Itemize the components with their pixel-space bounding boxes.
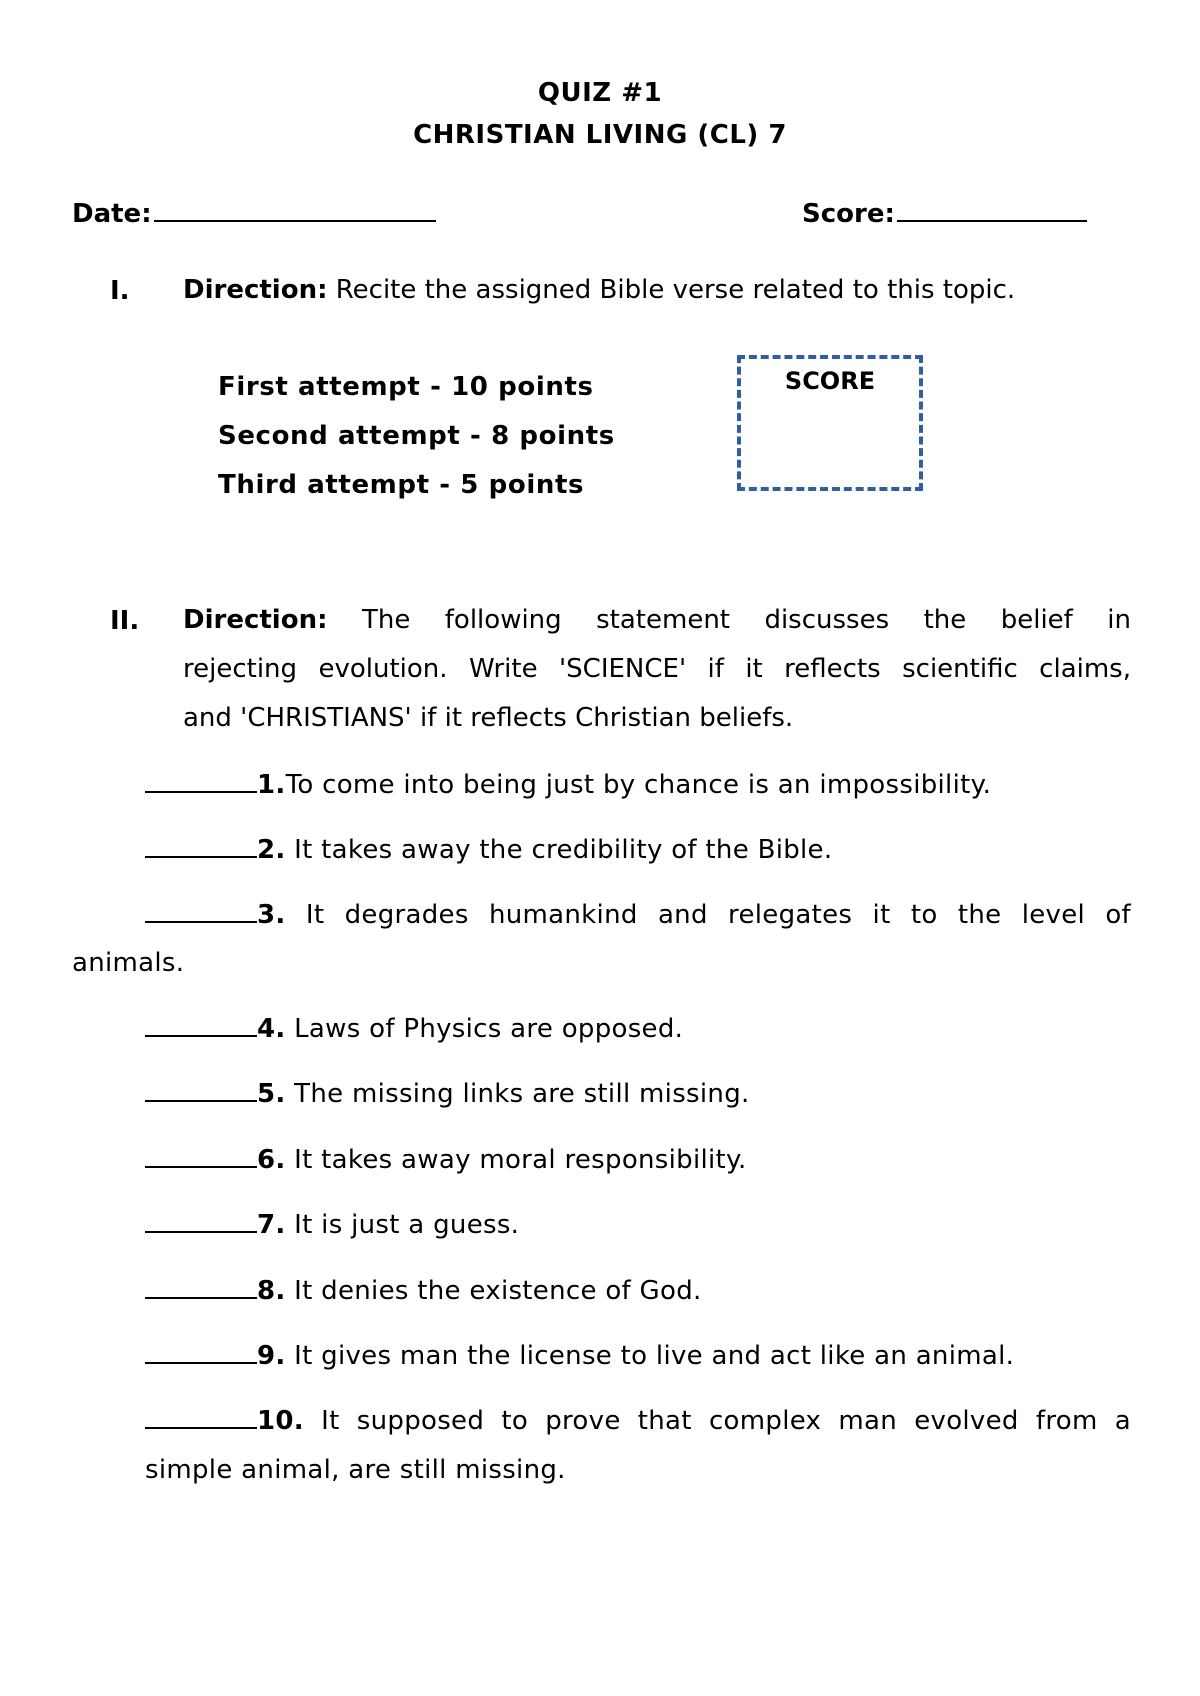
list-item (145, 1078, 750, 1109)
item-text: It takes away moral responsibility. (285, 1145, 747, 1175)
part2-direction-line1 (183, 595, 1131, 645)
answer-blank[interactable] (145, 834, 257, 858)
part1-numeral: I. (110, 276, 130, 306)
item-number: 2. (257, 835, 286, 865)
list-item (145, 834, 832, 865)
item-number: 7. (257, 1210, 286, 1240)
part2-direction-line2: rejecting evolution. Write 'SCIENCE' if it reflects scientific claims, (183, 654, 1131, 684)
item-continuation: simple animal, are still missing. (145, 1455, 566, 1485)
item-text: To come into being just by chance is an impossibility. (285, 770, 992, 800)
part2-direction-label: Direction: (183, 605, 328, 635)
item-text: It degrades humankind and relegates it to the level of (285, 900, 1131, 930)
date-blank[interactable] (154, 196, 436, 222)
item-number: 6. (257, 1145, 286, 1175)
item-number: 10. (257, 1406, 304, 1436)
score-label: Score: (802, 199, 895, 229)
part1-direction-label: Direction: (183, 275, 328, 305)
list-item (145, 1275, 702, 1306)
answer-blank[interactable] (145, 1405, 257, 1429)
item-number: 3. (257, 900, 286, 930)
item-text: It supposed to prove that complex man evolved from a (303, 1406, 1131, 1436)
answer-blank[interactable] (145, 1209, 257, 1233)
item-text: It gives man the license to live and act like an animal. (285, 1341, 1015, 1371)
answer-blank[interactable] (145, 1144, 257, 1168)
answer-blank[interactable] (145, 1340, 257, 1364)
list-item (145, 1209, 519, 1240)
list-item (145, 1013, 683, 1044)
quiz-title: QUIZ #1 (537, 78, 663, 108)
answer-blank[interactable] (145, 769, 257, 793)
part1-direction (183, 265, 1103, 315)
subject-title: CHRISTIAN LIVING (CL) 7 (413, 120, 787, 150)
list-item (145, 769, 991, 800)
answer-blank[interactable] (145, 1013, 257, 1037)
item-number: 4. (257, 1014, 286, 1044)
answer-blank[interactable] (145, 899, 257, 923)
part2-direction-line3: and 'CHRISTIANS' if it reflects Christian beliefs. (183, 703, 794, 733)
date-label: Date: (72, 199, 152, 229)
part2-direction-text1: The following statement discusses the belief in (361, 605, 1131, 635)
item-text: It is just a guess. (285, 1210, 520, 1240)
score-box[interactable] (737, 355, 923, 491)
score-field (802, 196, 1087, 229)
item-number: 5. (257, 1079, 286, 1109)
list-item (145, 1405, 1131, 1436)
attempt-first: First attempt - 10 points (218, 372, 594, 402)
part1-direction-text: Recite the assigned Bible verse related to this topic. (327, 275, 1016, 305)
item-number: 9. (257, 1341, 286, 1371)
item-text: Laws of Physics are opposed. (285, 1014, 684, 1044)
date-field (72, 196, 436, 229)
list-item (145, 899, 1131, 930)
part2-numeral: II. (110, 606, 140, 636)
answer-blank[interactable] (145, 1078, 257, 1102)
item-number: 1. (257, 770, 286, 800)
list-item (145, 1144, 747, 1175)
attempt-third: Third attempt - 5 points (218, 470, 585, 500)
list-item (145, 1340, 1014, 1371)
item-continuation: animals. (72, 948, 185, 978)
item-text: It takes away the credibility of the Bible. (285, 835, 833, 865)
score-box-label: SCORE (784, 367, 876, 395)
score-blank[interactable] (897, 196, 1087, 222)
answer-blank[interactable] (145, 1275, 257, 1299)
attempt-second: Second attempt - 8 points (218, 421, 615, 451)
item-text: It denies the existence of God. (285, 1276, 702, 1306)
item-number: 8. (257, 1276, 286, 1306)
item-text: The missing links are still missing. (285, 1079, 750, 1109)
